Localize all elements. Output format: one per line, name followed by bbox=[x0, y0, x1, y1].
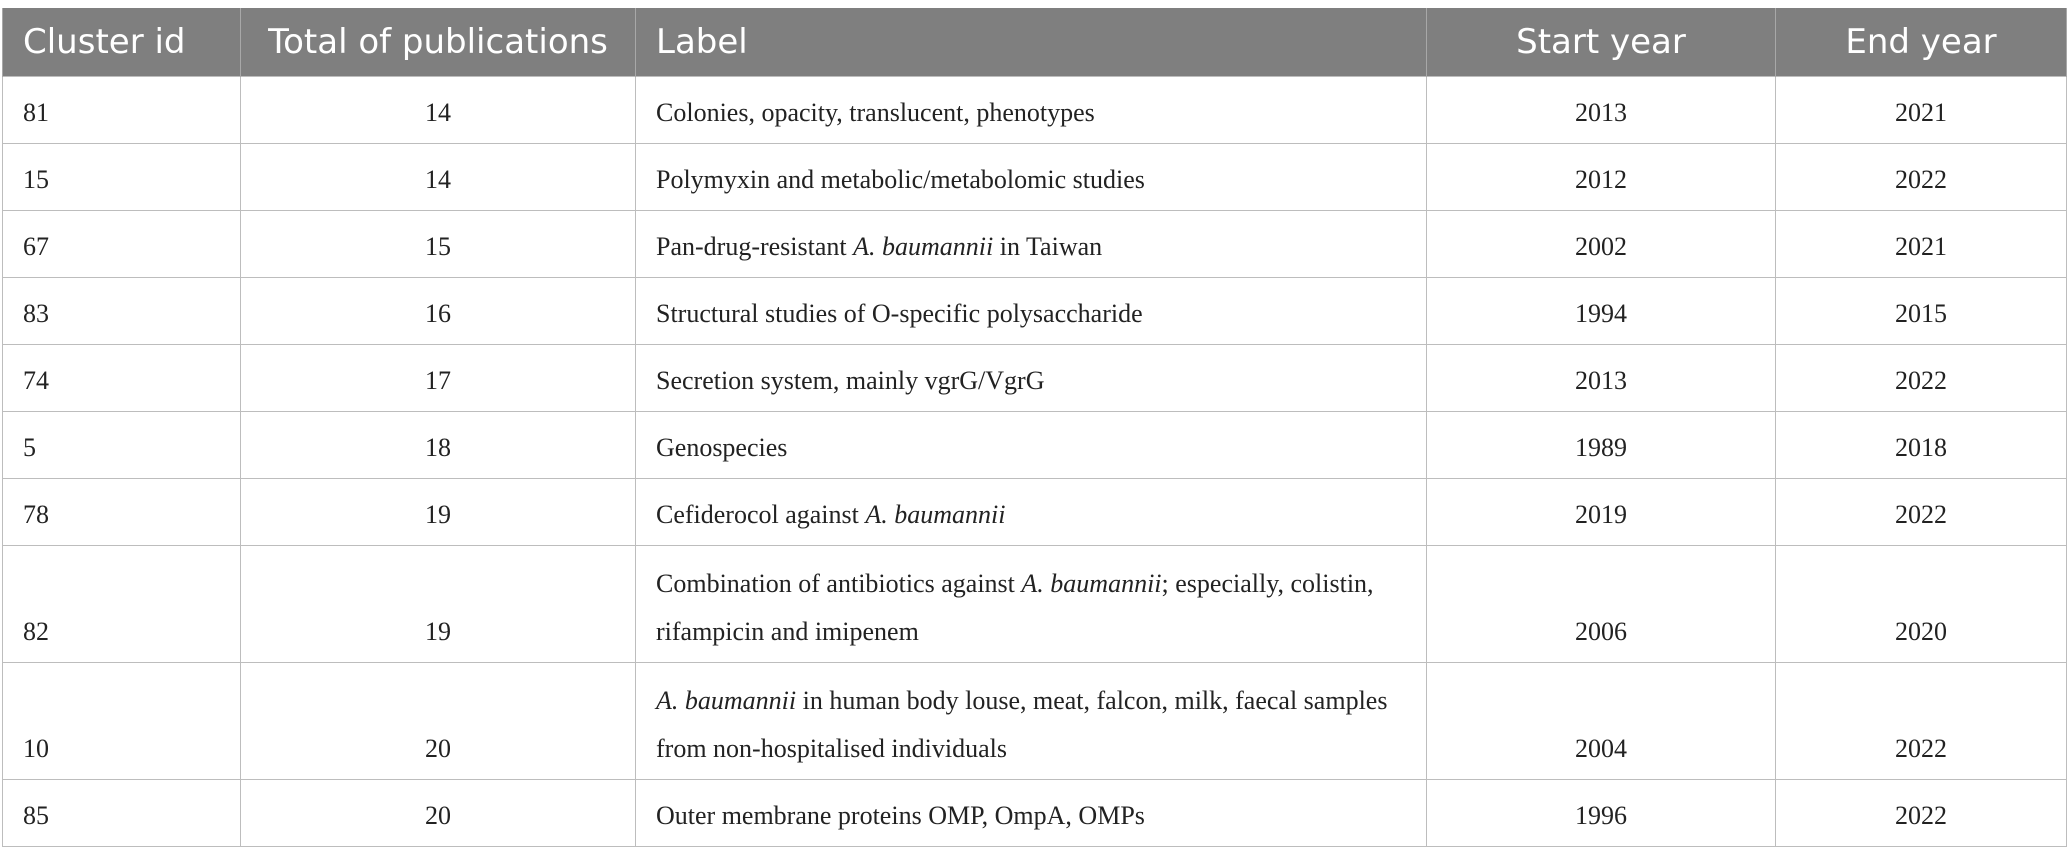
end-year-cell: 2021 bbox=[1776, 77, 2067, 144]
label-cell bbox=[636, 780, 1427, 847]
table-row bbox=[3, 546, 2067, 663]
start-year-cell: 2004 bbox=[1427, 663, 1776, 780]
table-row bbox=[3, 77, 2067, 144]
total-publications-cell: 17 bbox=[241, 345, 636, 412]
label-cell bbox=[636, 479, 1427, 546]
label-text: Outer membrane proteins OMP, OmpA, OMPs bbox=[656, 801, 1145, 830]
cluster-id-cell: 67 bbox=[3, 211, 241, 278]
label-species-italic: A. baumannii bbox=[853, 232, 994, 261]
label-species-italic: A. baumannii bbox=[1021, 569, 1162, 598]
label-text: Colonies, opacity, translucent, phenotypes bbox=[656, 98, 1095, 127]
end-year-cell: 2022 bbox=[1776, 780, 2067, 847]
start-year-cell: 2002 bbox=[1427, 211, 1776, 278]
cluster-id-cell: 78 bbox=[3, 479, 241, 546]
end-year-cell: 2021 bbox=[1776, 211, 2067, 278]
label-text: Secretion system, mainly vgrG/VgrG bbox=[656, 366, 1045, 395]
cluster-id-cell: 74 bbox=[3, 345, 241, 412]
total-publications-cell: 20 bbox=[241, 780, 636, 847]
header-total-publications: Total of publications bbox=[241, 8, 636, 77]
label-cell bbox=[636, 663, 1427, 780]
label-cell bbox=[636, 77, 1427, 144]
start-year-cell: 2012 bbox=[1427, 144, 1776, 211]
label-text: ; especially, colistin, rifampicin and imipenem bbox=[656, 569, 1374, 646]
start-year-cell: 2013 bbox=[1427, 77, 1776, 144]
start-year-cell: 1996 bbox=[1427, 780, 1776, 847]
total-publications-cell: 16 bbox=[241, 278, 636, 345]
cluster-id-cell: 15 bbox=[3, 144, 241, 211]
label-species-italic: A. baumannii bbox=[656, 686, 797, 715]
label-text: in human body louse, meat, falcon, milk, faecal samples from non-hospitalised individuals bbox=[656, 686, 1388, 763]
end-year-cell: 2022 bbox=[1776, 345, 2067, 412]
label-text: Structural studies of O-specific polysaccharide bbox=[656, 299, 1143, 328]
publication-clusters-table bbox=[2, 8, 2067, 847]
start-year-cell: 1989 bbox=[1427, 412, 1776, 479]
table-row bbox=[3, 780, 2067, 847]
header-cluster-id: Cluster id bbox=[3, 8, 241, 77]
total-publications-cell: 14 bbox=[241, 77, 636, 144]
total-publications-cell: 19 bbox=[241, 479, 636, 546]
header-end-year: End year bbox=[1776, 8, 2067, 77]
header-row bbox=[3, 8, 2067, 77]
total-publications-cell: 15 bbox=[241, 211, 636, 278]
table-body bbox=[3, 77, 2067, 847]
label-cell bbox=[636, 546, 1427, 663]
table-row bbox=[3, 144, 2067, 211]
cluster-id-cell: 5 bbox=[3, 412, 241, 479]
header-start-year: Start year bbox=[1427, 8, 1776, 77]
label-text: in Taiwan bbox=[993, 232, 1103, 261]
cluster-id-cell: 83 bbox=[3, 278, 241, 345]
header-label: Label bbox=[636, 8, 1427, 77]
table-row bbox=[3, 278, 2067, 345]
start-year-cell: 2013 bbox=[1427, 345, 1776, 412]
total-publications-cell: 14 bbox=[241, 144, 636, 211]
label-species-italic: A. baumannii bbox=[865, 500, 1006, 529]
cluster-id-cell: 85 bbox=[3, 780, 241, 847]
label-text: Cefiderocol against bbox=[656, 500, 866, 529]
label-text: Polymyxin and metabolic/metabolomic studies bbox=[656, 165, 1145, 194]
table-row bbox=[3, 479, 2067, 546]
table-row bbox=[3, 345, 2067, 412]
total-publications-cell: 19 bbox=[241, 546, 636, 663]
end-year-cell: 2022 bbox=[1776, 144, 2067, 211]
end-year-cell: 2020 bbox=[1776, 546, 2067, 663]
table-row bbox=[3, 211, 2067, 278]
table-header bbox=[3, 8, 2067, 77]
label-text: Pan-drug-resistant bbox=[656, 232, 854, 261]
cluster-id-cell: 81 bbox=[3, 77, 241, 144]
total-publications-cell: 18 bbox=[241, 412, 636, 479]
cluster-id-cell: 10 bbox=[3, 663, 241, 780]
label-cell bbox=[636, 211, 1427, 278]
cluster-id-cell: 82 bbox=[3, 546, 241, 663]
end-year-cell: 2022 bbox=[1776, 479, 2067, 546]
start-year-cell: 2006 bbox=[1427, 546, 1776, 663]
label-cell bbox=[636, 412, 1427, 479]
label-text: Genospecies bbox=[656, 433, 788, 462]
end-year-cell: 2022 bbox=[1776, 663, 2067, 780]
end-year-cell: 2018 bbox=[1776, 412, 2067, 479]
table-row bbox=[3, 663, 2067, 780]
label-text: Combination of antibiotics against bbox=[656, 569, 1022, 598]
total-publications-cell: 20 bbox=[241, 663, 636, 780]
end-year-cell: 2015 bbox=[1776, 278, 2067, 345]
start-year-cell: 2019 bbox=[1427, 479, 1776, 546]
start-year-cell: 1994 bbox=[1427, 278, 1776, 345]
table-row bbox=[3, 412, 2067, 479]
label-cell bbox=[636, 278, 1427, 345]
label-cell bbox=[636, 345, 1427, 412]
label-cell bbox=[636, 144, 1427, 211]
